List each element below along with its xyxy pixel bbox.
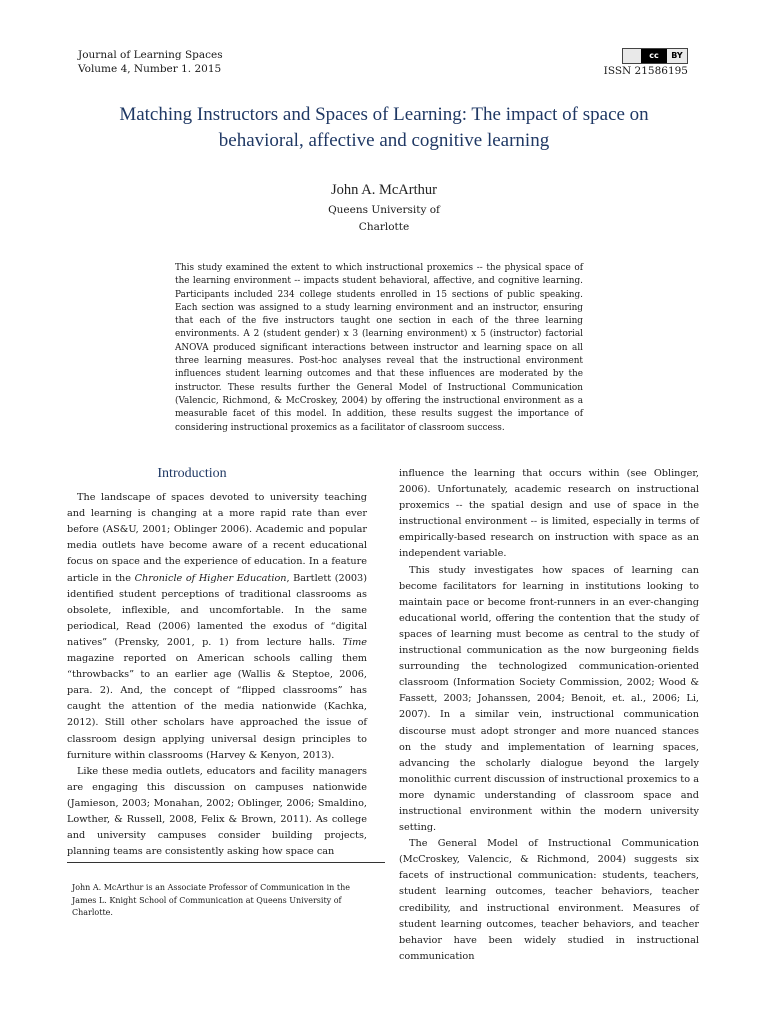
issn: ISSN 21586195	[603, 65, 688, 77]
license-header	[604, 48, 688, 78]
intro-paragraph-4: The General Model of Instructional Communication (McCroskey, Valencic, & Richmond, 2004) suggests six facets of instructional communication: students, teachers, student learning outcomes, teacher behaviors, teacher credibility, and instructional environment. Measures of student learning outcomes, teacher behaviors, and teacher behavior have been widely studied in instructional communication	[399, 838, 699, 962]
time-magazine-title: Time	[342, 636, 367, 648]
intro-paragraph-2-continued: influence the learning that occurs within (see Oblinger, 2006). Unfortunately, academic research on instructional proxemics -- the spatial design and use of space in the instructional environment -- is limited, especially in terms of empirically-based research on instruction with space as an independent variable.	[399, 468, 699, 560]
footnote-divider	[67, 862, 385, 863]
chronicle-title: Chronicle of Higher Education	[134, 572, 287, 584]
intro-p1-text-c: magazine reported on American schools calling them “throwbacks” to an earlier age (Wallis & Steptoe, 2006, para. 2). And, the concept of “flipped classrooms” has caught the attention of the media nationwide (Kachka, 2012). Still other scholars have approached the issue of classroom design applying universal design principles to furniture within classrooms (Harvey & Kenyon, 2013).	[67, 653, 367, 761]
intro-paragraph-2: Like these media outlets, educators and facility managers are engaging this discussion on campuses nationwide (Jamieson, 2003; Monahan, 2002; Oblinger, 2006; Smaldino, Lowther, & Russell, 2008, Felix & Brown, 2011). As college and university campuses consider building projects, planning teams are consistently asking how space can	[67, 765, 367, 858]
affiliation-line-2: Charlotte	[358, 221, 410, 233]
intro-paragraph-3: This study investigates how spaces of learning can become facilitators for learning in institutions looking to maintain pace or become front-runners in an ever-changing educational world, offering the contention that the study of spaces of learning must become as central to the study of instructional communication as the now burgeoning fields surrounding the technologized communication-oriented classroom (Information Society Commission, 2002; Wood & Fassett, 2003; Johanssen, 2004; Benoit, et. al., 2006; Li, 2007). In a similar vein, instructional communication discourse must adopt stronger and more nuanced stances on the study and implementation of learning spaces, advancing the scholarly dialogue beyond the largely monolithic current discussion of instructional proxemics to a more dynamic understanding of classroom space and instructional environment within the modern university setting.	[399, 564, 699, 834]
intro-paragraph-1	[67, 490, 367, 764]
author-name: John A. McArthur	[331, 182, 437, 198]
journal-header	[78, 48, 223, 76]
article-title: Matching Instructors and Spaces of Learning: The impact of space on behavioral, affective and cognitive learning	[119, 104, 649, 151]
left-column	[67, 462, 367, 860]
intro-p1-text-b: , Bartlett (2003) identified student perceptions of traditional classrooms as obsolete, inflexible, and uncomfortable. In the same periodical, Read (2006) lamented the exodus of “digital natives” (Prensky, 2001, p. 1) from lecture halls.	[67, 572, 367, 648]
journal-volume: Volume 4, Number 1. 2015	[78, 63, 222, 75]
intro-p1-text-a: The landscape of spaces devoted to university teaching and learning is changing at a more rapid rate than ever before (AS&U, 2001; Oblinger 2006). Academic and popular media outlets have become aware of a recent educational focus on space and the experience of education. In a feature article in the	[67, 492, 367, 584]
by-label: BY	[671, 51, 683, 60]
author-footnote: John A. McArthur is an Associate Professor of Communication in the James L. Knight School of Communication at Queens University of Charlotte.	[72, 883, 350, 917]
section-heading-introduction: Introduction	[157, 466, 227, 481]
cc-logo: cc	[641, 49, 667, 63]
affiliation-line-1: Queens University of	[328, 204, 440, 216]
abstract: This study examined the extent to which instructional proxemics -- the physical space of the learning environment -- impacts student behavioral, affective, and cognitive learning. Participants included 234 college students enrolled in 15 sections of public speaking. Each section was assigned to a study learning environment and an instructor, ensuring that each of the five instructors taught one section in each of the three learning environments. A 2 (student gender) x 3 (learning environment) x 5 (instructor) factorial ANOVA produced significant interactions between instructor and learning space on all three learning measures. Post-hoc analyses reveal that the instructional environment influences student learning outcomes and that these influences are moderated by the instructor. These results further the General Model of Instructional Communication (Valencic, Richmond, & McCroskey, 2004) by offering the instructional environment as a measurable facet of this model. In addition, these results suggest the importance of considering instructional proxemics as a facilitator of classroom success.	[175, 263, 583, 433]
author-affiliation	[80, 202, 688, 236]
journal-name: Journal of Learning Spaces	[78, 49, 223, 61]
right-column	[399, 466, 699, 965]
cc-by-license-icon[interactable]	[622, 48, 688, 64]
